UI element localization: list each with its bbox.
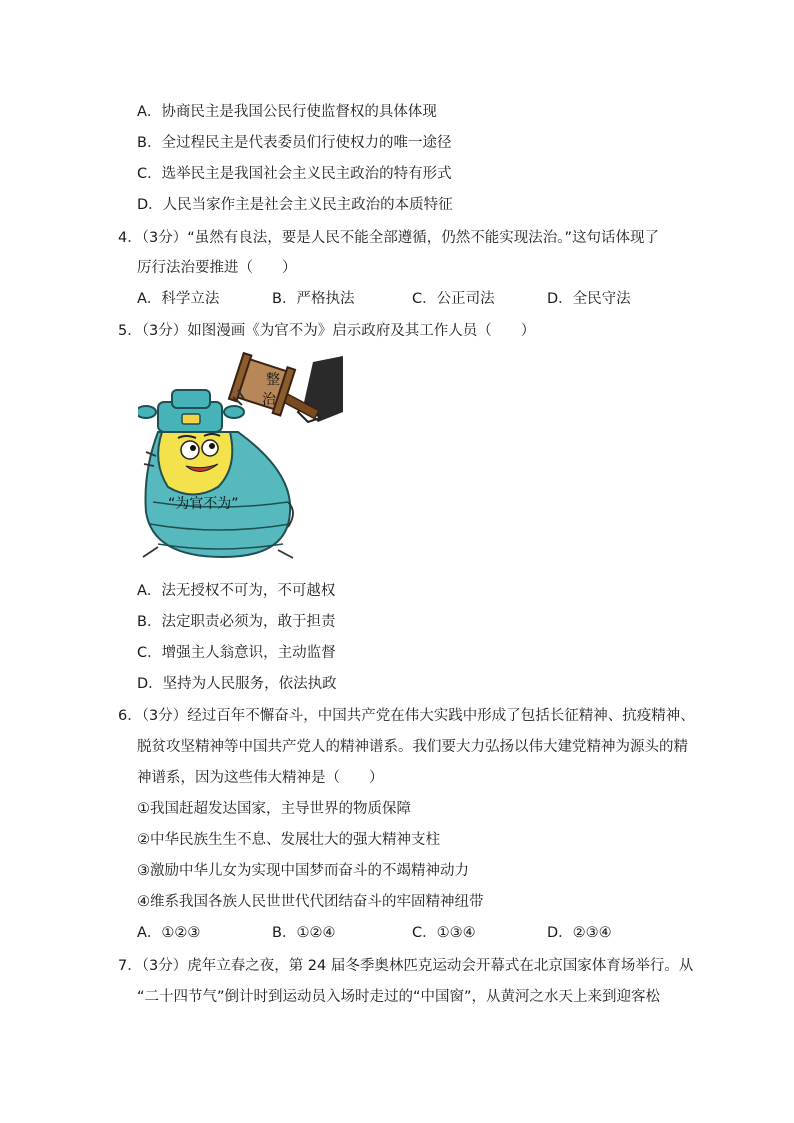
q7-stem-line-1: 7．（3分）虎年立春之夜，第 24 届冬季奥林匹克运动会开幕式在北京国家体育场举行。从 xyxy=(118,958,694,974)
q5-option-a: A．法无授权不可为，不可越权 xyxy=(137,583,336,599)
q3-option-a: A．协商民主是我国公民行使监督权的具体体现 xyxy=(137,104,437,120)
q5-option-c: C．增强主人翁意识，主动监督 xyxy=(137,645,336,661)
q5-option-d: D．坚持为人民服务，依法执政 xyxy=(137,676,337,692)
q7-stem-line-2: “二十四节气”倒计时到运动员入场时走过的“中国窗”，从黄河之水天上来到迎客松 xyxy=(137,989,661,1005)
q6-option-b: B．①②④ xyxy=(272,925,336,941)
q4-option-d: D．全民守法 xyxy=(547,291,631,307)
q6-stem-line-2: 脱贫攻坚精神等中国共产党人的精神谱系。我们要大力弘扬以伟大建党精神为源头的精 xyxy=(137,739,688,755)
gavel-sign-char-2: 治 xyxy=(262,392,276,408)
q4-option-c: C．公正司法 xyxy=(412,291,495,307)
q6-stem-line-1: 6．（3分）经过百年不懈奋斗，中国共产党在伟大实践中形成了包括长征精神、抗疫精神、 xyxy=(118,708,695,724)
q5-option-b: B．法定职责必须为，敢于担责 xyxy=(137,614,336,630)
q4-stem-line-2: 厉行法治要推进（ ） xyxy=(137,260,297,276)
cartoon-illustration xyxy=(138,352,348,562)
q6-item-4: ④维系我国各族人民世世代代团结奋斗的牢固精神纽带 xyxy=(137,894,484,910)
gavel-sign-char-1: 整 xyxy=(266,372,280,388)
q4-option-a: A．科学立法 xyxy=(137,291,220,307)
q6-stem-line-3: 神谱系，因为这些伟大精神是（ ） xyxy=(137,770,384,786)
q6-item-2: ②中华民族生生不息、发展壮大的强大精神支柱 xyxy=(137,832,440,848)
q3-option-c: C．选举民主是我国社会主义民主政治的特有形式 xyxy=(137,166,452,182)
cartoon-caption: “为官不为” xyxy=(168,496,239,512)
q3-option-b: B．全过程民主是代表委员们行使权力的唯一途径 xyxy=(137,135,452,151)
q4-option-b: B．严格执法 xyxy=(272,291,355,307)
q3-option-d: D．人民当家作主是社会主义民主政治的本质特征 xyxy=(137,197,453,213)
q6-option-d: D．②③④ xyxy=(547,925,612,941)
q6-option-c: C．①③④ xyxy=(412,925,476,941)
q5-stem: 5．（3分）如图漫画《为官不为》启示政府及其工作人员（ ） xyxy=(118,323,536,339)
q6-item-1: ①我国赶超发达国家，主导世界的物质保障 xyxy=(137,801,411,817)
q6-item-3: ③激励中华儿女为实现中国梦而奋斗的不竭精神动力 xyxy=(137,863,469,879)
q6-option-a: A．①②③ xyxy=(137,925,201,941)
q4-stem-line-1: 4．（3分）“虽然有良法，要是人民不能全部遵循，仍然不能实现法治。”这句话体现了 xyxy=(118,230,659,246)
